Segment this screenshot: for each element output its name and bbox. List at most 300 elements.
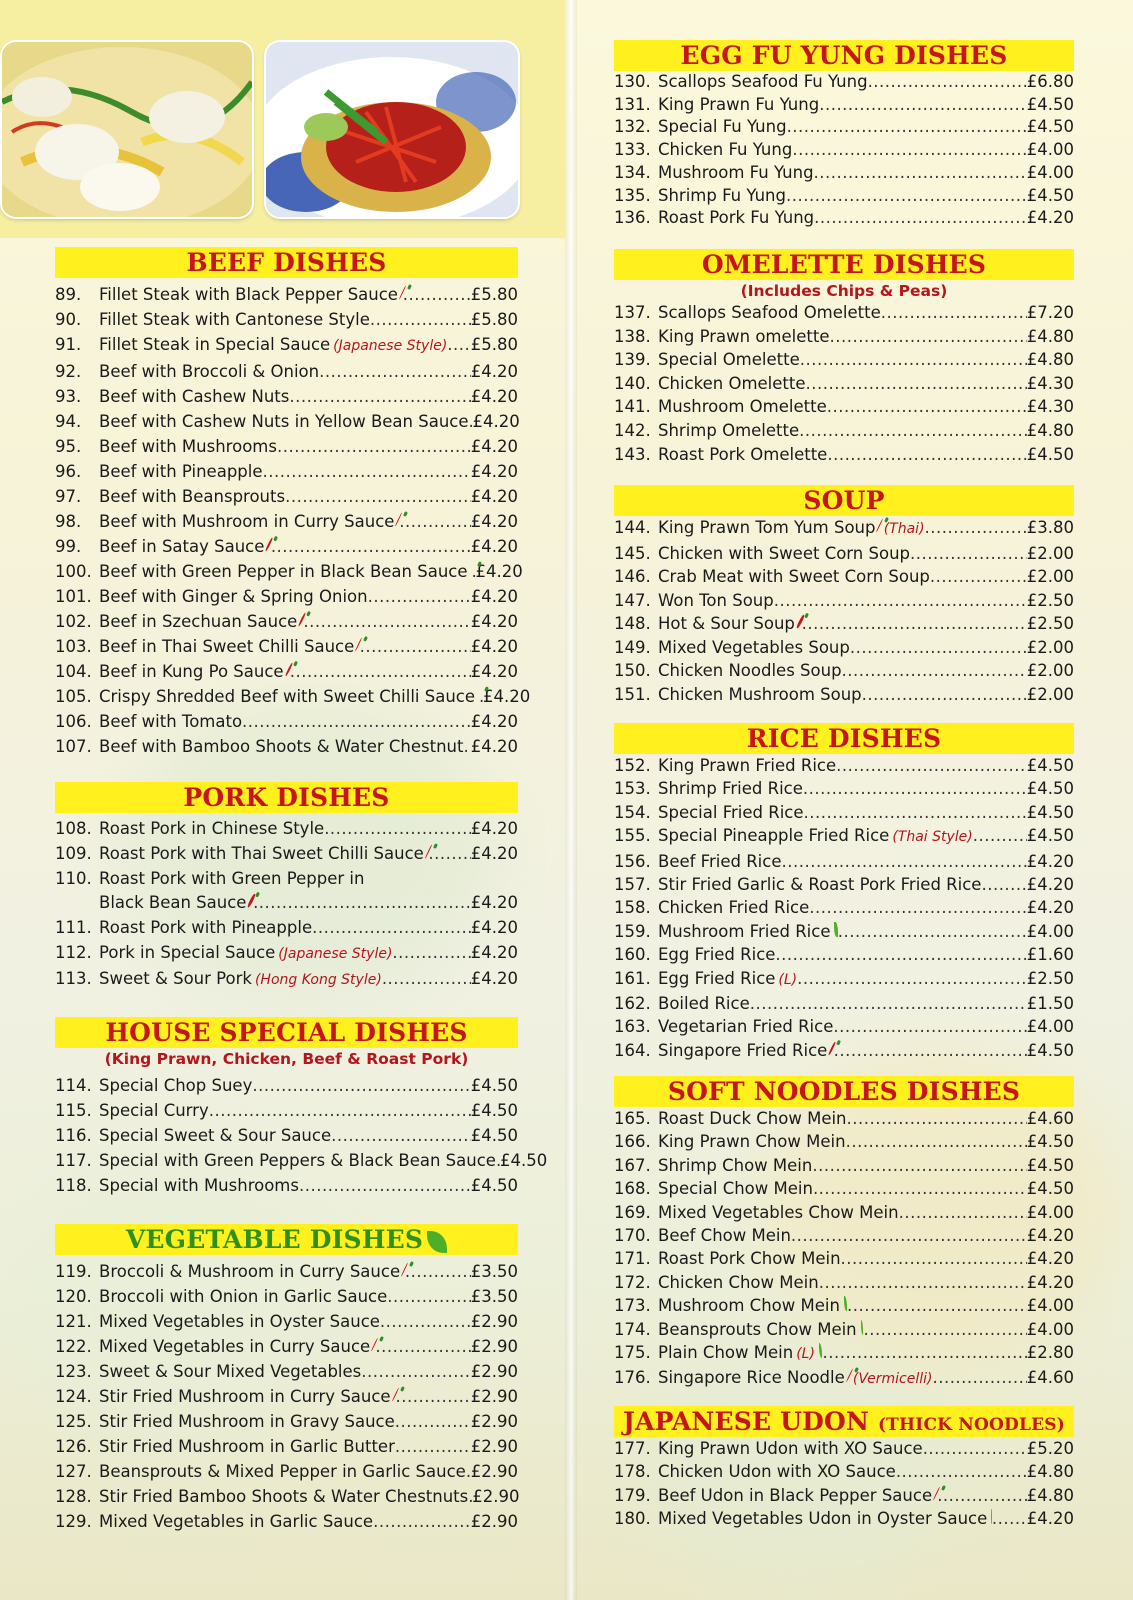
item-number: 119. <box>55 1262 92 1281</box>
menu-item <box>55 384 518 409</box>
item-name: Broccoli & Mushroom in Curry Sauce <box>99 1262 401 1281</box>
menu-item <box>614 301 1074 325</box>
menu-item <box>55 1509 518 1534</box>
menu-item <box>55 1098 518 1123</box>
item-number: 150. <box>614 661 651 680</box>
item-name: Roast Pork with Pineapple <box>99 918 313 938</box>
scallops-dish-photo <box>2 42 252 217</box>
item-price: £2.90 <box>470 1462 518 1481</box>
item-number: 161. <box>614 968 651 988</box>
item-price: £4.20 <box>470 712 518 731</box>
dot-leader <box>774 589 1027 613</box>
item-price: £4.50 <box>470 1126 518 1145</box>
item-number: 93. <box>55 387 82 406</box>
item-price: £4.30 <box>1026 373 1074 393</box>
menu-item <box>55 842 518 867</box>
dot-leader <box>829 325 1026 349</box>
menu-item <box>55 282 518 307</box>
item-name: Stir Fried Mushroom in Garlic Butter <box>99 1437 395 1456</box>
item-name: Beansprouts & Mixed Pepper in Garlic Sauce <box>99 1462 466 1481</box>
dot-leader <box>992 1507 1027 1530</box>
item-name-continued: Black Bean Sauce <box>99 893 247 913</box>
item-number: 154. <box>614 802 651 822</box>
menu-item <box>55 484 518 509</box>
item-price: £4.50 <box>1026 756 1074 775</box>
item-number: 134. <box>614 162 651 182</box>
soup-section <box>614 485 1074 706</box>
item-number: 100. <box>55 562 92 581</box>
item-price: £4.50 <box>1026 1179 1074 1199</box>
item-number: 121. <box>55 1312 92 1331</box>
egg-fu-yung-heading: EGG FU YUNG DISHES <box>614 40 1074 71</box>
item-price: £4.80 <box>1026 326 1074 346</box>
item-name: Special Fried Rice <box>658 802 804 822</box>
item-number: 127. <box>55 1462 92 1481</box>
item-name: Beef with Ginger & Spring Onion <box>99 587 368 606</box>
dot-leader <box>786 185 1027 208</box>
item-name: Scallops Seafood Fu Yung <box>658 72 868 91</box>
item-price: £4.50 <box>1026 802 1074 822</box>
item-number: 176. <box>614 1368 651 1388</box>
dot-leader <box>850 636 1027 660</box>
item-number: 110. <box>55 868 92 888</box>
item-number: 163. <box>614 1017 651 1037</box>
dot-leader <box>781 850 1026 873</box>
dot-leader <box>868 71 1027 94</box>
item-price: £3.80 <box>1026 518 1074 537</box>
dot-leader <box>787 116 1027 139</box>
menu-item <box>614 1130 1074 1153</box>
menu-item <box>614 967 1074 992</box>
japanese-udon-title-small: (THICK NOODLES) <box>877 1415 1065 1435</box>
menu-item <box>55 1359 518 1384</box>
dot-leader <box>368 584 471 609</box>
menu-item <box>614 1484 1074 1507</box>
menu-item <box>614 1177 1074 1200</box>
item-name: Roast Duck Chow Mein <box>658 1109 847 1128</box>
item-number: 151. <box>614 684 651 704</box>
item-name: Beef in Szechuan Sauce <box>99 612 298 631</box>
dot-leader <box>819 1271 1027 1294</box>
item-price: £1.60 <box>1026 945 1074 965</box>
menu-item <box>614 943 1074 966</box>
item-price: £4.00 <box>1026 140 1074 160</box>
menu-item <box>614 850 1074 873</box>
menu-item <box>55 1284 518 1309</box>
item-price: £4.20 <box>1026 1226 1074 1246</box>
menu-item <box>614 1015 1074 1038</box>
item-number: 97. <box>55 487 82 506</box>
menu-item <box>614 116 1074 139</box>
item-name: Special with Mushrooms <box>99 1176 299 1195</box>
menu-item <box>55 659 518 684</box>
item-name: Chicken Fried Rice <box>658 898 810 918</box>
item-note: (L) <box>778 971 798 988</box>
menu-item <box>614 139 1074 162</box>
item-number: 92. <box>55 362 82 381</box>
item-price: £4.20 <box>470 968 518 988</box>
item-number: 98. <box>55 512 82 531</box>
beef-section <box>55 247 531 759</box>
egg-fu-yung-section <box>614 40 1074 230</box>
item-price: £4.20 <box>470 662 518 681</box>
menu-item <box>55 967 518 993</box>
dot-leader <box>834 1039 1027 1062</box>
item-price: £4.50 <box>1026 779 1074 799</box>
house-special-subtitle: (King Prawn, Chicken, Beef & Roast Pork) <box>104 1050 469 1068</box>
item-name: Beef in Satay Sauce <box>99 537 265 556</box>
item-number: 160. <box>614 945 651 965</box>
menu-item <box>614 325 1074 349</box>
dot-leader <box>862 683 1027 707</box>
house-special-heading: HOUSE SPECIAL DISHES <box>55 1017 518 1048</box>
item-name: Mushroom Omelette <box>658 397 827 417</box>
menu-item <box>614 207 1074 230</box>
menu-item <box>614 824 1074 849</box>
item-name: Boiled Rice <box>658 994 750 1014</box>
item-name: Beef with Pineapple <box>99 462 263 481</box>
item-price: £4.50 <box>1026 94 1074 114</box>
dot-leader <box>930 565 1027 589</box>
menu-item <box>614 1247 1074 1270</box>
dot-leader <box>910 542 1027 566</box>
vegetable-section <box>55 1224 518 1534</box>
item-note: (Hong Kong Style) <box>254 971 382 988</box>
menu-item <box>55 1309 518 1334</box>
item-number: 173. <box>614 1296 651 1316</box>
item-number: 90. <box>55 310 82 329</box>
item-number: 136. <box>614 208 651 228</box>
item-number: 170. <box>614 1226 651 1246</box>
item-name: Mushroom Chow Mein <box>658 1296 840 1316</box>
item-number: 164. <box>614 1040 651 1060</box>
menu-item <box>614 372 1074 396</box>
dot-leader <box>881 301 1027 325</box>
dot-leader <box>387 1284 470 1309</box>
item-price: £4.60 <box>1026 1368 1074 1388</box>
menu-item <box>55 1484 518 1509</box>
item-name: Stir Fried Garlic & Roast Pork Fried Rice <box>658 875 982 895</box>
japanese-udon-title: JAPANESE UDON <box>622 1407 870 1436</box>
menu-item <box>55 559 523 584</box>
beef-heading: BEEF DISHES <box>55 247 518 278</box>
item-name: King Prawn Udon with XO Sauce <box>658 1439 923 1458</box>
menu-item <box>55 916 518 941</box>
item-number: 131. <box>614 94 651 114</box>
item-number: 128. <box>55 1487 92 1506</box>
item-price: £4.20 <box>470 819 518 838</box>
dot-leader <box>252 1073 470 1098</box>
item-price: £2.50 <box>1026 968 1074 988</box>
dot-leader <box>303 609 470 634</box>
item-name: Roast Pork with Green Pepper in <box>99 868 365 888</box>
item-price: £4.80 <box>1026 1462 1074 1482</box>
item-price: £4.50 <box>470 1076 518 1095</box>
item-price: £2.50 <box>1026 590 1074 610</box>
item-price: £4.20 <box>470 918 518 938</box>
item-name: Beef with Tomato <box>99 712 243 731</box>
item-number: 111. <box>55 918 92 938</box>
menu-item <box>55 509 518 534</box>
menu-item <box>55 817 518 842</box>
item-price: £4.20 <box>470 637 518 656</box>
menu-item <box>614 589 1074 613</box>
dot-leader <box>395 1384 470 1409</box>
menu-item <box>614 659 1074 683</box>
item-name: Beansprouts Chow Mein <box>658 1319 857 1339</box>
menu-item <box>55 709 518 734</box>
item-name: Special Omelette <box>658 350 800 370</box>
item-number: 153. <box>614 779 651 799</box>
menu-item <box>55 1123 518 1148</box>
item-price: £2.00 <box>1026 567 1074 586</box>
dot-leader <box>838 920 1027 943</box>
item-note: (Japanese Style) <box>278 945 393 962</box>
dot-leader <box>809 896 1026 919</box>
item-number: 177. <box>614 1439 651 1458</box>
item-name: Won Ton Soup <box>658 590 774 610</box>
menu-item <box>614 920 1074 943</box>
menu-item <box>614 71 1074 94</box>
menu-item <box>55 1148 548 1173</box>
item-price: £2.90 <box>470 1412 518 1431</box>
item-name: Chicken Noodles Soup <box>658 661 842 680</box>
item-note: (Thai) <box>883 521 925 537</box>
item-price: £4.50 <box>1026 1132 1074 1152</box>
dot-leader <box>299 1173 471 1198</box>
item-name: Vegetarian Fried Rice <box>658 1017 834 1037</box>
item-name: Mixed Vegetables Udon in Oyster Sauce <box>658 1509 988 1529</box>
item-number: 147. <box>614 590 651 610</box>
item-price: £4.80 <box>1026 350 1074 370</box>
item-number: 123. <box>55 1362 92 1381</box>
dot-leader <box>289 384 470 409</box>
rice-section <box>614 723 1074 1062</box>
dot-leader <box>253 891 471 916</box>
japanese-udon-section <box>614 1406 1074 1531</box>
dot-leader <box>846 1130 1027 1153</box>
item-price: £2.90 <box>470 1512 518 1531</box>
menu-item <box>614 542 1074 566</box>
item-name: Roast Pork Omelette <box>658 444 828 464</box>
item-price: £5.80 <box>470 335 518 354</box>
item-price: £4.20 <box>470 437 518 456</box>
menu-item <box>614 1271 1074 1294</box>
menu-item <box>614 1224 1074 1247</box>
item-price: £4.50 <box>1026 444 1074 464</box>
dot-leader <box>395 1409 471 1434</box>
dot-leader <box>331 1123 471 1148</box>
item-number: 114. <box>55 1076 92 1095</box>
menu-item <box>55 1459 518 1484</box>
dot-leader <box>932 1366 1026 1389</box>
dot-leader <box>812 1154 1026 1177</box>
item-name: Roast Pork Fu Yung <box>658 208 815 228</box>
item-number: 159. <box>614 921 651 941</box>
dot-leader <box>814 207 1027 230</box>
item-name: Singapore Fried Rice <box>658 1040 828 1060</box>
dot-leader <box>841 1247 1027 1270</box>
dot-leader <box>271 534 471 559</box>
dot-leader <box>277 434 471 459</box>
item-name: Mixed Vegetables Soup <box>658 637 850 657</box>
dot-leader <box>799 419 1027 443</box>
item-note: (Vermicelli) <box>852 1371 933 1388</box>
menu-item <box>614 516 1074 542</box>
menu-item <box>55 1173 518 1198</box>
menu-item <box>55 307 518 332</box>
item-number: 116. <box>55 1126 92 1145</box>
menu-item <box>614 185 1074 208</box>
item-price: £2.00 <box>1026 684 1074 704</box>
dot-leader <box>819 94 1027 117</box>
omelette-subtitle: (Includes Chips & Peas) <box>740 282 948 300</box>
item-number: 91. <box>55 335 82 354</box>
item-name: Special Sweet & Sour Sauce <box>99 1126 332 1145</box>
item-number: 146. <box>614 567 651 586</box>
item-number: 166. <box>614 1132 651 1152</box>
item-number: 125. <box>55 1412 92 1431</box>
soup-heading: SOUP <box>614 485 1074 516</box>
item-name: Mixed Vegetables Chow Mein <box>658 1202 899 1222</box>
item-price: £5.20 <box>1026 1439 1074 1458</box>
menu-item <box>55 434 518 459</box>
menu-item <box>614 1437 1074 1460</box>
dot-leader <box>370 307 471 332</box>
menu-item <box>614 348 1074 372</box>
dot-leader <box>797 967 1027 990</box>
dot-leader <box>395 1434 471 1459</box>
dot-leader <box>399 509 470 534</box>
dot-leader <box>324 817 471 842</box>
item-name: Beef with Mushrooms <box>99 437 277 456</box>
menu-item <box>55 684 531 709</box>
dot-leader <box>803 777 1027 800</box>
menu-item <box>614 1039 1074 1062</box>
item-number: 156. <box>614 851 651 871</box>
item-price: £2.50 <box>1026 614 1074 633</box>
dot-leader <box>792 139 1026 162</box>
item-price: £4.20 <box>1026 1249 1074 1269</box>
dot-leader <box>847 1107 1027 1130</box>
item-price: £2.90 <box>470 1437 518 1456</box>
item-price: £4.20 <box>470 587 518 606</box>
item-price: £4.50 <box>1026 117 1074 137</box>
item-number: 178. <box>614 1462 651 1482</box>
item-price: £3.50 <box>470 1287 518 1306</box>
item-price: £4.20 <box>470 362 518 381</box>
dot-leader <box>242 709 471 734</box>
crispy-shredded-beef-photo <box>266 42 518 217</box>
item-number: 117. <box>55 1151 92 1170</box>
item-number: 95. <box>55 437 82 456</box>
item-name: King Prawn omelette <box>658 326 830 346</box>
item-number: 130. <box>614 72 651 91</box>
dot-leader <box>405 1259 471 1284</box>
item-price: £5.80 <box>470 310 518 329</box>
item-note: (Japanese Style) <box>333 338 448 354</box>
dot-leader <box>925 516 1027 540</box>
item-name: Fillet Steak with Black Pepper Sauce <box>99 285 398 304</box>
item-name: Beef Chow Mein <box>658 1226 791 1246</box>
item-name: Pork in Special Sauce <box>99 942 276 962</box>
item-note: (L) <box>796 1346 815 1363</box>
item-price: £4.50 <box>499 1151 548 1170</box>
item-price: £4.00 <box>1026 1296 1074 1316</box>
item-number: 149. <box>614 637 651 657</box>
item-name: Broccoli with Onion in Garlic Sauce <box>99 1287 388 1306</box>
item-name: Egg Fried Rice <box>658 945 776 965</box>
dot-leader <box>382 967 471 992</box>
item-number: 105. <box>55 687 92 706</box>
menu-item <box>614 896 1074 919</box>
menu-item <box>614 395 1074 419</box>
item-number: 99. <box>55 537 82 556</box>
menu-item <box>55 867 518 892</box>
vegetable-heading <box>55 1224 518 1255</box>
dot-leader <box>312 916 471 941</box>
item-name: Mixed Vegetables in Curry Sauce <box>99 1337 371 1356</box>
item-price: £7.20 <box>1026 303 1074 322</box>
menu-item <box>614 777 1074 800</box>
menu-item <box>614 1366 1074 1391</box>
omelette-section <box>614 249 1074 466</box>
item-name: Beef in Thai Sweet Chilli Sauce <box>99 637 355 656</box>
item-number: 96. <box>55 462 82 481</box>
item-number: 139. <box>614 350 651 370</box>
house-special-section <box>55 1017 548 1198</box>
item-name: Egg Fried Rice <box>658 968 776 988</box>
item-price: £4.20 <box>1026 1509 1074 1529</box>
menu-item <box>614 565 1074 589</box>
menu-item <box>55 584 518 609</box>
item-number: 152. <box>614 756 651 775</box>
dot-leader <box>802 612 1027 636</box>
menu-item <box>55 409 518 434</box>
item-number: 104. <box>55 662 92 681</box>
item-price: £4.80 <box>1026 420 1074 440</box>
item-number: 124. <box>55 1387 92 1406</box>
dot-leader <box>373 1509 471 1534</box>
menu-item <box>55 941 518 967</box>
item-name: Chicken Omelette <box>658 373 806 393</box>
item-price: £4.20 <box>1026 851 1074 871</box>
item-price: £4.50 <box>470 1101 518 1120</box>
item-number: 167. <box>614 1155 651 1175</box>
item-name: Beef with Green Pepper in Black Bean Sauce <box>99 562 468 581</box>
item-name: Special Curry <box>99 1101 209 1120</box>
menu-item <box>55 734 518 759</box>
menu-item <box>55 534 518 559</box>
item-price: £2.00 <box>1026 637 1074 657</box>
dot-leader <box>290 659 471 684</box>
page-fold <box>565 0 577 1600</box>
item-price: £4.20 <box>470 512 518 531</box>
item-price: £4.20 <box>475 562 523 581</box>
item-number: 101. <box>55 587 92 606</box>
item-name: Scallops Seafood Omelette <box>658 303 881 322</box>
item-name: Mushroom Fu Yung <box>658 162 814 182</box>
dot-leader <box>836 754 1027 777</box>
item-price: £4.20 <box>470 537 518 556</box>
item-number: 172. <box>614 1272 651 1292</box>
item-price: £4.00 <box>1026 1017 1074 1037</box>
item-name: Beef with Cashew Nuts in Yellow Bean Sauce <box>99 412 469 431</box>
dot-leader <box>360 634 471 659</box>
item-price: £4.20 <box>470 942 518 962</box>
item-name: Roast Pork in Chinese Style <box>99 819 325 838</box>
menu-item <box>55 1334 518 1359</box>
